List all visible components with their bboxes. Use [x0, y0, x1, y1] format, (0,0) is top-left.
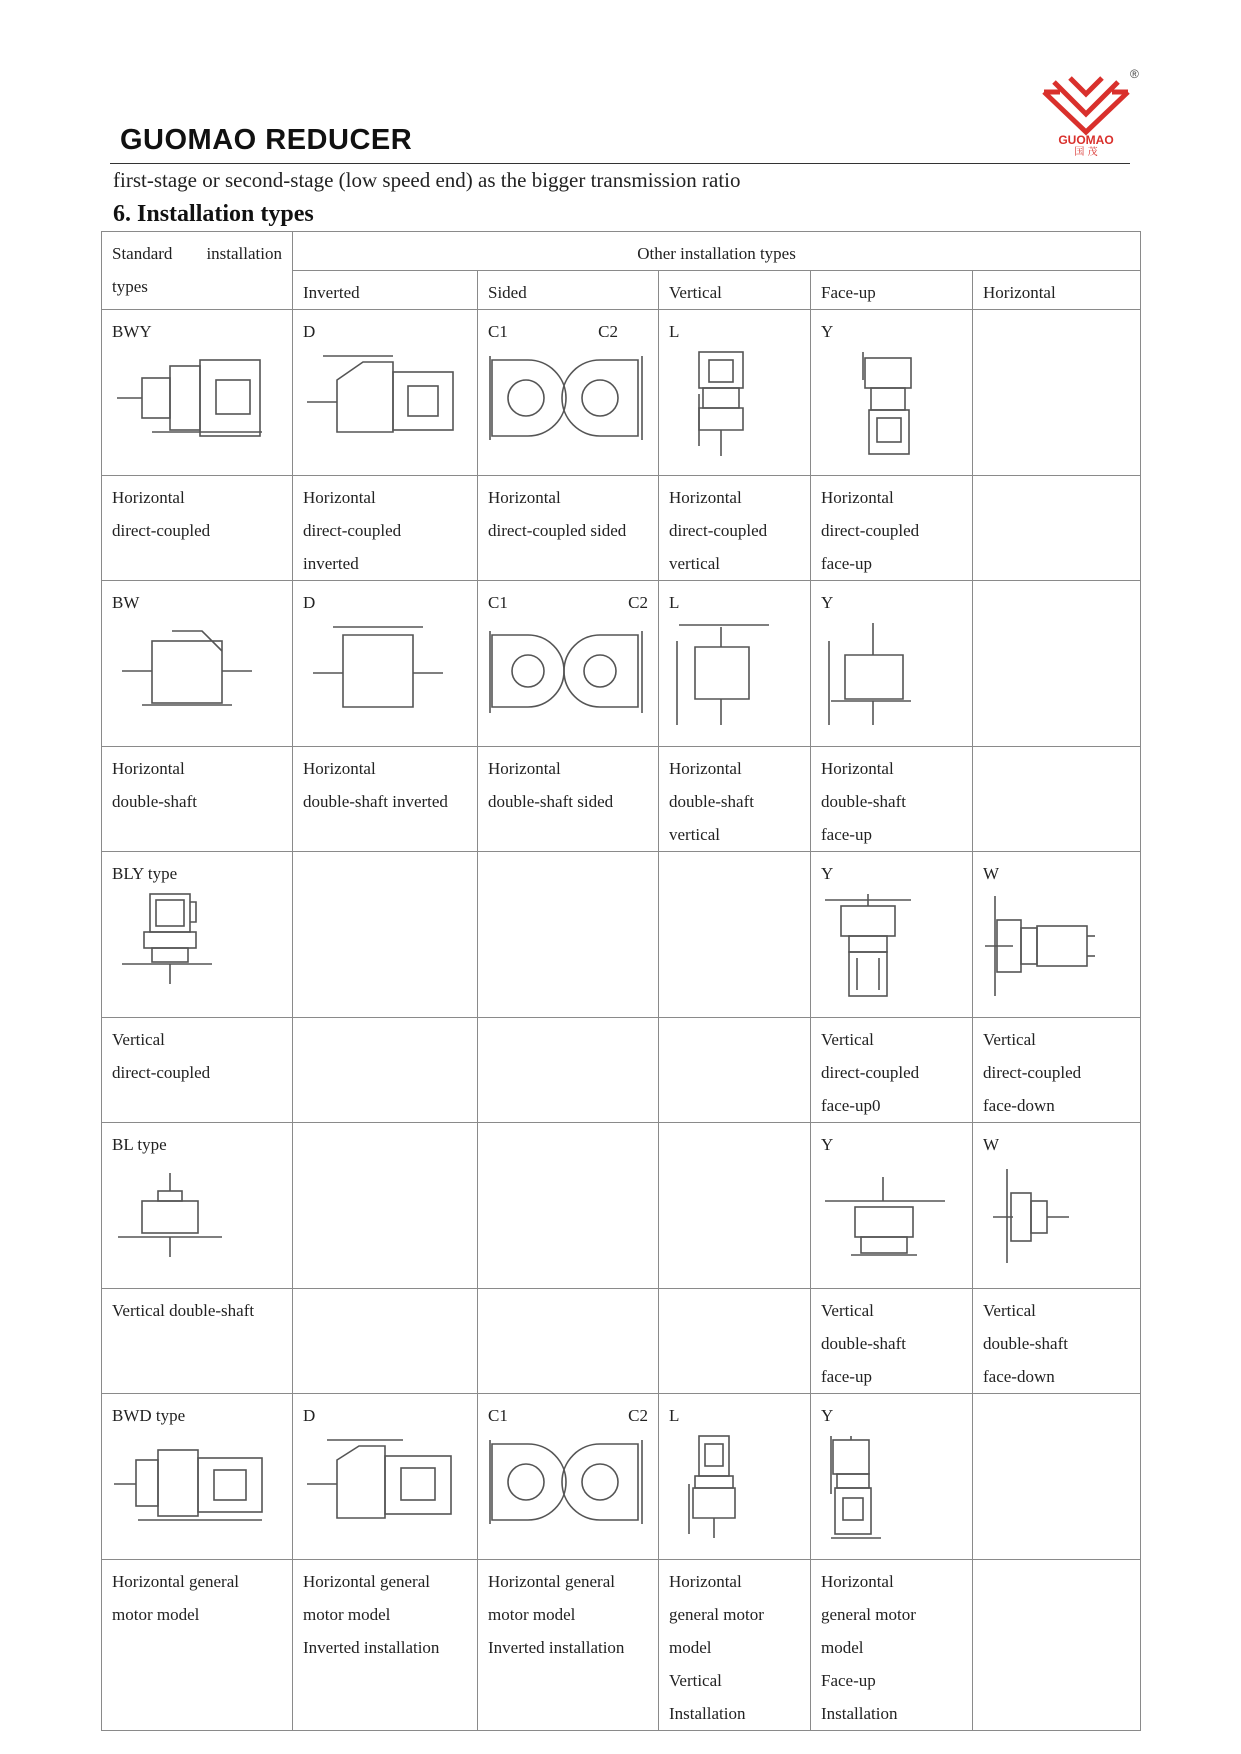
position-code: Y [821, 1406, 834, 1425]
position-code: W [983, 1135, 1000, 1154]
label-cell [293, 1018, 478, 1123]
label-cell [102, 1560, 293, 1731]
label-cell [973, 747, 1141, 852]
label-cell [478, 476, 659, 581]
position-code: L [669, 593, 680, 612]
position-code: Y [821, 593, 834, 612]
table-row [102, 1123, 1141, 1289]
position-code-c1: C1 [488, 593, 508, 612]
face-up-cell [811, 581, 973, 747]
label-line: Vertical [983, 1030, 1036, 1049]
reducer-drawing [669, 1434, 799, 1544]
label-cell [102, 476, 293, 581]
label-line: Horizontal [112, 759, 185, 778]
table-row [102, 1018, 1141, 1123]
table-row [102, 852, 1141, 1018]
reducer-drawing [112, 892, 272, 987]
col-header-sided: Sided [478, 271, 659, 310]
reducer-drawing [669, 621, 799, 731]
label-cell [293, 1289, 478, 1394]
position-code: Y [821, 1135, 834, 1154]
table-row [102, 747, 1141, 852]
empty-cell [659, 852, 811, 1018]
vertical-cell [659, 310, 811, 476]
label-cell [811, 1289, 973, 1394]
label-line: general motor [821, 1605, 916, 1624]
label-cell [811, 747, 973, 852]
label-line: general motor [669, 1605, 764, 1624]
label-cell [659, 1018, 811, 1123]
label-line: double-shaft [669, 792, 754, 811]
label-line: face-down [983, 1367, 1055, 1386]
std-cell [102, 1394, 293, 1560]
label-line: Vertical [669, 1671, 722, 1690]
logo-text: GUOMAO [1058, 133, 1114, 147]
type-code: BWD type [112, 1406, 186, 1425]
horizontal-cell [973, 310, 1141, 476]
position-code: Y [821, 322, 834, 341]
label-line: face-up [821, 825, 872, 844]
page-header-title: GUOMAO REDUCER [120, 124, 413, 156]
label-line: face-down [983, 1096, 1055, 1115]
horizontal-cell [973, 1123, 1141, 1289]
label-line: face-up [821, 1367, 872, 1386]
label-line: face-up [821, 554, 872, 573]
reducer-drawing [983, 1163, 1113, 1273]
label-cell [973, 476, 1141, 581]
section-title: 6. Installation types [113, 201, 314, 227]
face-up-cell [811, 310, 973, 476]
label-line: direct-coupled sided [488, 521, 627, 540]
inverted-cell [293, 310, 478, 476]
face-up-cell [811, 852, 973, 1018]
label-cell [973, 1289, 1141, 1394]
reducer-drawing [303, 621, 463, 716]
guomao-logo [1036, 64, 1139, 158]
sided-cell [478, 310, 659, 476]
label-line: Horizontal general [488, 1572, 615, 1591]
position-code-c1: C1 [488, 322, 508, 341]
sided-cell [478, 581, 659, 747]
label-cell [478, 747, 659, 852]
label-line: double-shaft [983, 1334, 1068, 1353]
label-line: model [821, 1638, 864, 1657]
reducer-drawing [112, 350, 272, 445]
position-code: Y [821, 864, 834, 883]
reducer-drawing [821, 350, 951, 460]
std-header-word3: types [112, 277, 148, 296]
type-code: BW [112, 593, 140, 612]
label-line: Horizontal [821, 759, 894, 778]
position-code-c1: C1 [488, 1406, 508, 1425]
label-line: double-shaft [821, 1334, 906, 1353]
label-cell [478, 1018, 659, 1123]
std-cell [102, 1123, 293, 1289]
label-cell [811, 1560, 973, 1731]
label-line: motor model [303, 1605, 391, 1624]
intro-text: first-stage or second-stage (low speed end) as the bigger transmission ratio [113, 168, 741, 192]
position-code: L [669, 322, 680, 341]
reducer-drawing [303, 350, 463, 445]
col-header-vertical: Vertical [659, 271, 811, 310]
label-line: Horizontal [669, 759, 742, 778]
position-code: D [303, 593, 316, 612]
empty-cell [293, 852, 478, 1018]
std-header-word1: Standard [112, 244, 173, 263]
col-header-face-up: Face-up [811, 271, 973, 310]
empty-cell [293, 1123, 478, 1289]
reducer-drawing [488, 1434, 648, 1529]
label-line: inverted [303, 554, 359, 573]
label-line: model [669, 1638, 712, 1657]
label-line: Vertical [112, 1030, 165, 1049]
std-cell [102, 852, 293, 1018]
label-line: direct-coupled [821, 521, 920, 540]
label-cell [478, 1560, 659, 1731]
empty-cell [478, 1123, 659, 1289]
table-row [102, 1289, 1141, 1394]
label-line: Vertical [821, 1030, 874, 1049]
empty-cell [478, 852, 659, 1018]
other-types-header: Other installation types [293, 232, 1141, 271]
position-code: W [983, 864, 1000, 883]
label-line: double-shaft [821, 792, 906, 811]
reducer-drawing [821, 1434, 951, 1544]
label-line: Horizontal [488, 759, 561, 778]
horizontal-cell [973, 1394, 1141, 1560]
reducer-drawing [821, 892, 951, 1002]
label-cell [478, 1289, 659, 1394]
label-line: Horizontal [821, 488, 894, 507]
reducer-drawing [488, 350, 648, 445]
label-line: Inverted installation [303, 1638, 440, 1657]
reducer-drawing [112, 1434, 272, 1529]
label-line: Face-up [821, 1671, 876, 1690]
label-cell [659, 476, 811, 581]
table-row [102, 1394, 1141, 1560]
label-line: Vertical [983, 1301, 1036, 1320]
inverted-cell [293, 581, 478, 747]
label-line: double-shaft sided [488, 792, 614, 811]
position-code: D [303, 1406, 316, 1425]
col-header-inverted: Inverted [293, 271, 478, 310]
label-line: vertical [669, 825, 720, 844]
face-up-cell [811, 1123, 973, 1289]
col-header-horizontal: Horizontal [973, 271, 1141, 310]
label-line: motor model [488, 1605, 576, 1624]
label-cell [659, 1560, 811, 1731]
label-cell [293, 1560, 478, 1731]
reducer-drawing [112, 1163, 272, 1258]
position-code: L [669, 1406, 680, 1425]
std-type-header [102, 232, 293, 310]
installation-types-table [101, 231, 1141, 1731]
type-code: BWY [112, 322, 152, 341]
table-row [102, 1560, 1141, 1731]
label-cell [102, 747, 293, 852]
reducer-drawing [821, 1163, 951, 1273]
label-cell [293, 476, 478, 581]
reducer-drawing [303, 1434, 463, 1529]
inverted-cell [293, 1394, 478, 1560]
horizontal-cell [973, 852, 1141, 1018]
label-line: face-up0 [821, 1096, 881, 1115]
label-line: direct-coupled [112, 1063, 211, 1082]
label-cell [659, 1289, 811, 1394]
label-line: Horizontal [669, 488, 742, 507]
position-code-c2: C2 [628, 1406, 648, 1425]
label-line: Inverted installation [488, 1638, 625, 1657]
label-cell [811, 1018, 973, 1123]
empty-cell [659, 1123, 811, 1289]
table-row [102, 476, 1141, 581]
type-code: BLY type [112, 864, 178, 883]
vertical-cell [659, 581, 811, 747]
logo-chinese: 国 茂 [1074, 147, 1098, 158]
std-cell [102, 581, 293, 747]
label-line: Horizontal [303, 759, 376, 778]
reducer-drawing [669, 350, 799, 460]
table-row [102, 310, 1141, 476]
horizontal-cell [973, 581, 1141, 747]
label-line: Horizontal [821, 1572, 894, 1591]
position-code-c2: C2 [628, 593, 648, 612]
label-line: Installation [821, 1704, 898, 1723]
label-line: Vertical [821, 1301, 874, 1320]
reducer-drawing [983, 892, 1113, 1002]
label-line: double-shaft [112, 792, 197, 811]
label-line: direct-coupled [983, 1063, 1082, 1082]
label-line: Installation [669, 1704, 746, 1723]
label-line: vertical [669, 554, 720, 573]
label-cell [293, 747, 478, 852]
vertical-cell [659, 1394, 811, 1560]
label-line: Horizontal general [303, 1572, 430, 1591]
label-line: double-shaft inverted [303, 792, 448, 811]
label-cell [659, 747, 811, 852]
label-line: direct-coupled [669, 521, 768, 540]
label-line: Horizontal general [112, 1572, 239, 1591]
type-code: BL type [112, 1135, 167, 1154]
label-cell [973, 1018, 1141, 1123]
label-line: direct-coupled [112, 521, 211, 540]
reducer-drawing [821, 621, 951, 731]
label-line: Horizontal [303, 488, 376, 507]
label-cell [811, 476, 973, 581]
label-line: Horizontal [669, 1572, 742, 1591]
std-header-word2: installation [206, 244, 282, 263]
label-cell [102, 1018, 293, 1123]
label-line: motor model [112, 1605, 200, 1624]
sided-cell [478, 1394, 659, 1560]
label-cell [973, 1560, 1141, 1731]
face-up-cell [811, 1394, 973, 1560]
position-code: D [303, 322, 316, 341]
table-row [102, 581, 1141, 747]
std-cell [102, 310, 293, 476]
label-line: direct-coupled [303, 521, 402, 540]
label-line: Vertical double-shaft [112, 1301, 255, 1320]
label-line: direct-coupled [821, 1063, 920, 1082]
label-line: Horizontal [112, 488, 185, 507]
reducer-drawing [112, 621, 272, 716]
label-line: Horizontal [488, 488, 561, 507]
registered-mark: ® [1130, 67, 1139, 81]
reducer-drawing [488, 621, 648, 716]
label-cell [102, 1289, 293, 1394]
header-divider [110, 163, 1130, 164]
position-code-c2: C2 [598, 322, 618, 341]
